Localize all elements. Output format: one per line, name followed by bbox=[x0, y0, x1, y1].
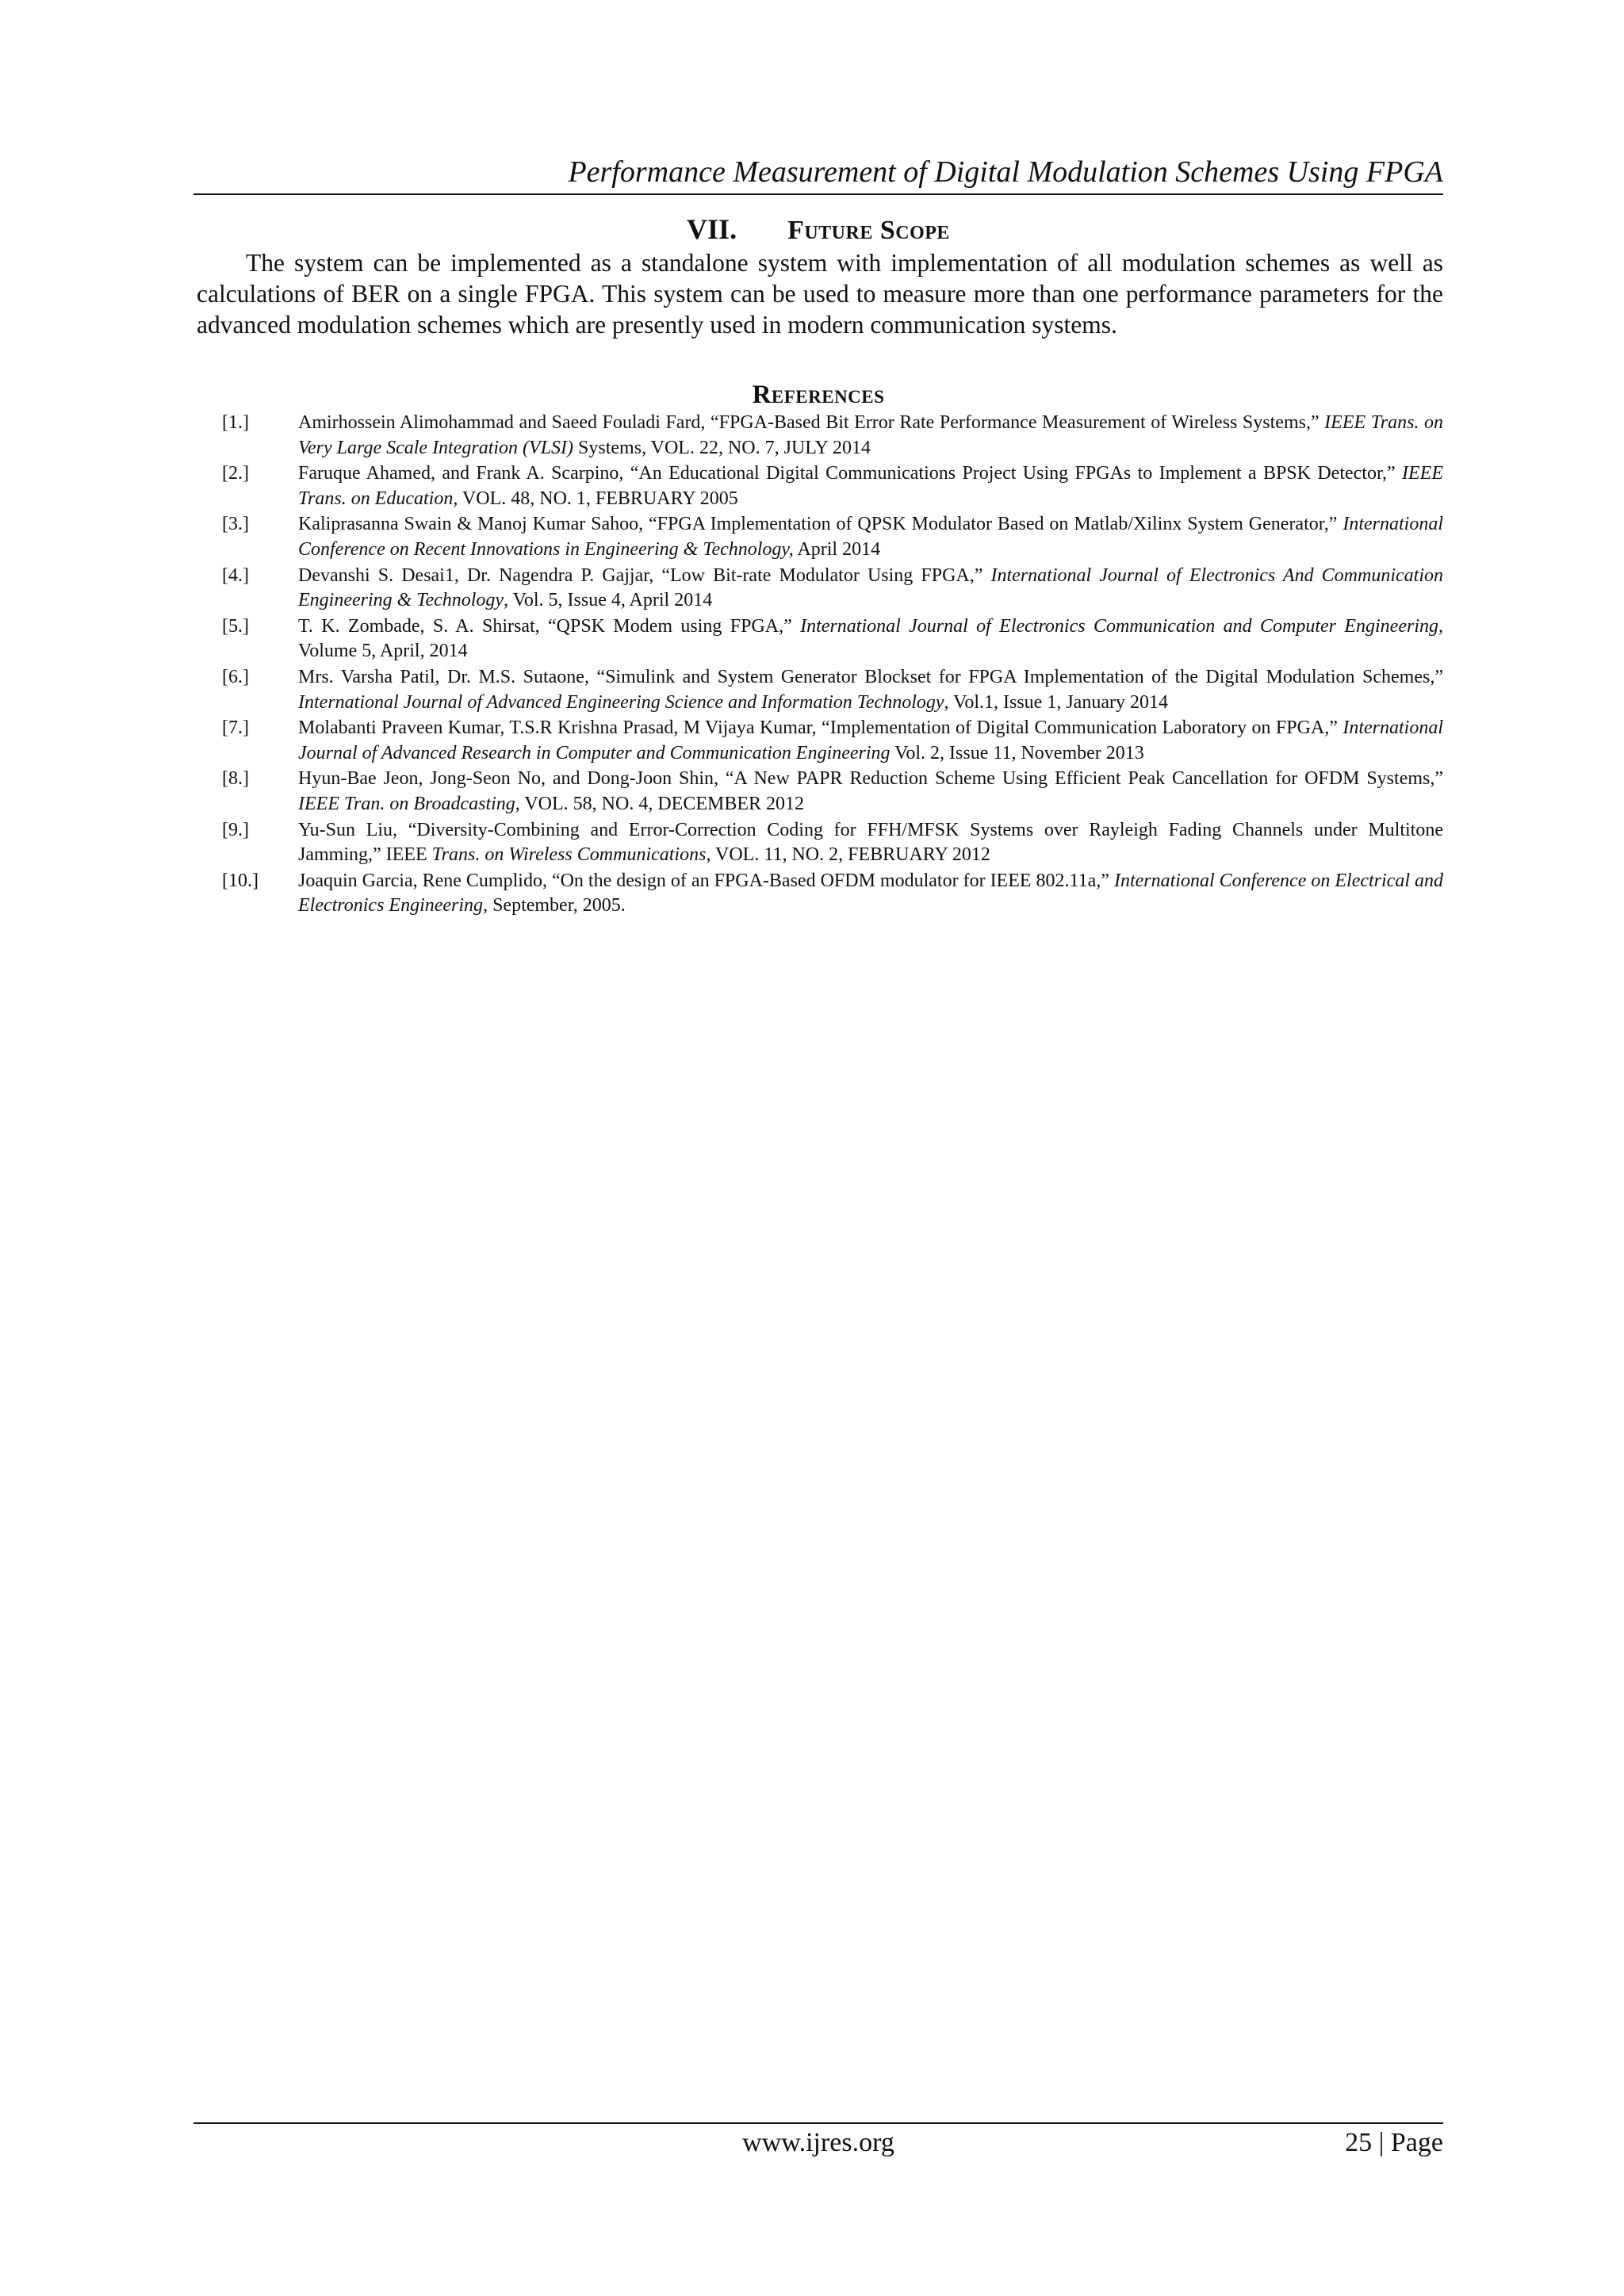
reference-number: [3.] bbox=[222, 514, 249, 535]
reference-text bbox=[298, 767, 1443, 817]
reference-number: [6.] bbox=[222, 666, 249, 687]
running-header-title: Performance Measurement of Digital Modulation Schemes Using FPGA bbox=[568, 155, 1443, 189]
section-number: VII. bbox=[687, 213, 737, 245]
reference-venue: IEEE Tran. on Broadcasting, bbox=[298, 793, 520, 814]
reference-text bbox=[298, 614, 1443, 664]
reference-details: VOL. 58, NO. 4, DECEMBER 2012 bbox=[519, 793, 805, 814]
reference-authors-title: Yu-Sun Liu, “Diversity-Combining and Error-Correction Coding for FFH/MFSK Systems over Rayleigh Fading Channels under Multitone Jamming,” IEEE bbox=[298, 819, 1443, 866]
reference-text bbox=[298, 512, 1443, 562]
reference-list bbox=[222, 411, 1443, 920]
reference-item bbox=[222, 614, 1443, 664]
reference-venue: International Journal of Advanced Engineering Science and Information Technology bbox=[298, 691, 944, 713]
references-heading: References bbox=[752, 381, 885, 409]
reference-number: [4.] bbox=[222, 564, 249, 586]
reference-text bbox=[298, 564, 1443, 614]
header-divider bbox=[193, 193, 1443, 195]
reference-venue: International Journal of Electronics Communication and Computer Engineering, bbox=[800, 615, 1443, 637]
reference-details: April 2014 bbox=[793, 538, 881, 560]
reference-item bbox=[222, 564, 1443, 614]
reference-text bbox=[298, 869, 1443, 919]
reference-item bbox=[222, 818, 1443, 868]
reference-number: [7.] bbox=[222, 718, 249, 739]
reference-venue: Trans. on Wireless Communications bbox=[431, 844, 707, 866]
reference-item bbox=[222, 767, 1443, 817]
reference-number: [2.] bbox=[222, 463, 249, 484]
footer-url: www.ijres.org bbox=[742, 2128, 894, 2157]
reference-details: , VOL. 11, NO. 2, FEBRUARY 2012 bbox=[706, 844, 990, 866]
reference-authors-title: T. K. Zombade, S. A. Shirsat, “QPSK Modem using FPGA,” bbox=[298, 615, 801, 637]
reference-item bbox=[222, 716, 1443, 766]
reference-item bbox=[222, 512, 1443, 562]
reference-details: Volume 5, April, 2014 bbox=[298, 641, 468, 662]
future-scope-paragraph: The system can be implemented as a standalone system with implementation of all modulation schemes as well as calculations of BER on a single FPGA. This system can be used to measure more than one performance parameters for the advanced modulation schemes which are presently used in modern communication systems. bbox=[197, 249, 1443, 339]
reference-venue: International Conference on Recent Innovations in Engineering & Technology, bbox=[298, 514, 1443, 560]
reference-venue: IEEE Trans. on Education, bbox=[298, 463, 1443, 509]
reference-text bbox=[298, 716, 1443, 766]
reference-details: , Vol.1, Issue 1, January 2014 bbox=[944, 691, 1168, 713]
reference-venue: International Conference on Electrical and Electronics Engineering, bbox=[298, 870, 1443, 916]
reference-number: [8.] bbox=[222, 768, 249, 790]
footer-page-number: 25 | Page bbox=[1345, 2128, 1443, 2157]
reference-details: VOL. 48, NO. 1, FEBRUARY 2005 bbox=[458, 488, 738, 509]
footer-divider bbox=[193, 2122, 1443, 2124]
reference-item bbox=[222, 411, 1443, 461]
reference-venue: International Journal of Advanced Research in Computer and Communication Engineering bbox=[298, 718, 1443, 763]
reference-authors-title: Kaliprasanna Swain & Manoj Kumar Sahoo, “FPGA Implementation of QPSK Modulator Based on Matlab/Xilinx System Generator,” bbox=[298, 514, 1343, 535]
reference-authors-title: Amirhossein Alimohammad and Saeed Fouladi Fard, “FPGA-Based Bit Error Rate Performance Measurement of Wireless Systems,” bbox=[298, 412, 1325, 433]
reference-item bbox=[222, 461, 1443, 511]
reference-venue: International Journal of Electronics And Communication Engineering & Technology bbox=[298, 564, 1443, 611]
reference-authors-title: Mrs. Varsha Patil, Dr. M.S. Sutaone, “Simulink and System Generator Blockset for FPGA Implementation of the Digital Modulation Schemes,” bbox=[298, 666, 1443, 687]
reference-number: [9.] bbox=[222, 819, 249, 840]
reference-item bbox=[222, 869, 1443, 919]
reference-text bbox=[298, 665, 1443, 715]
reference-details: , Vol. 5, Issue 4, April 2014 bbox=[504, 590, 713, 611]
reference-authors-title: Faruque Ahamed, and Frank A. Scarpino, “An Educational Digital Communications Project Using FPGAs to Implement a BPSK Detector,” bbox=[298, 463, 1403, 484]
reference-authors-title: Joaquin Garcia, Rene Cumplido, “On the design of an FPGA-Based OFDM modulator for IEEE 802.11a,” bbox=[298, 870, 1114, 891]
reference-venue: IEEE Trans. on Very Large Scale Integration (VLSI) bbox=[298, 412, 1443, 458]
reference-authors-title: Devanshi S. Desai1, Dr. Nagendra P. Gajjar, “Low Bit-rate Modulator Using FPGA,” bbox=[298, 564, 991, 586]
reference-details: Systems, VOL. 22, NO. 7, JULY 2014 bbox=[573, 437, 871, 458]
reference-text bbox=[298, 411, 1443, 461]
reference-number: [5.] bbox=[222, 615, 249, 637]
reference-authors-title: Molabanti Praveen Kumar, T.S.R Krishna Prasad, M Vijaya Kumar, “Implementation of Digital Communication Laboratory on FPGA,” bbox=[298, 718, 1343, 739]
reference-number: [1.] bbox=[222, 412, 249, 433]
reference-details: September, 2005. bbox=[488, 895, 626, 916]
reference-number: [10.] bbox=[222, 870, 259, 891]
section-title: Future Scope bbox=[787, 216, 950, 245]
reference-text bbox=[298, 818, 1443, 868]
section-heading bbox=[193, 212, 1443, 247]
reference-details: Vol. 2, Issue 11, November 2013 bbox=[890, 742, 1144, 763]
reference-authors-title: Hyun-Bae Jeon, Jong-Seon No, and Dong-Joon Shin, “A New PAPR Reduction Scheme Using Efficient Peak Cancellation for OFDM Systems,” bbox=[298, 768, 1443, 790]
reference-item bbox=[222, 665, 1443, 715]
reference-text bbox=[298, 461, 1443, 511]
